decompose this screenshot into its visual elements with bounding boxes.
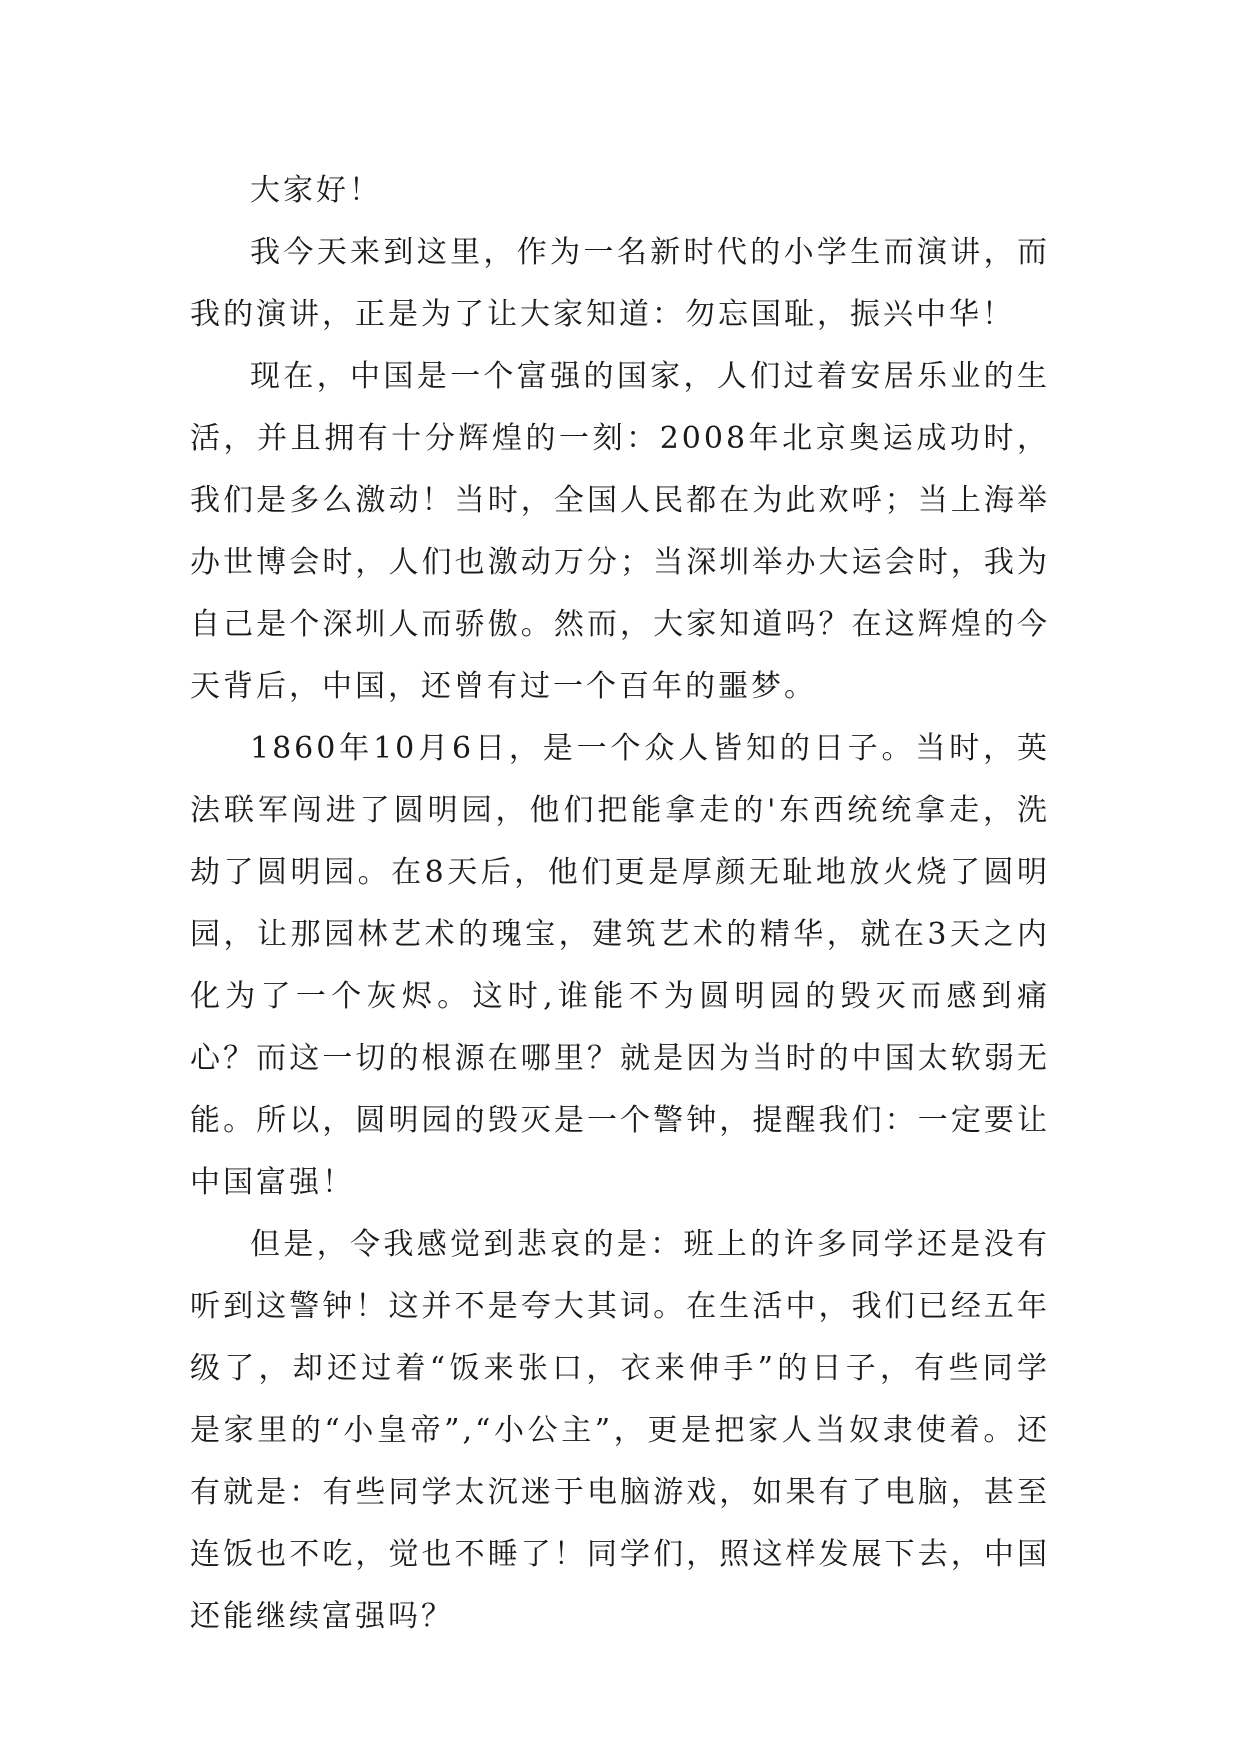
paragraph-intro: 我今天来到这里，作为一名新时代的小学生而演讲，而我的演讲，正是为了让大家知道：勿忘国耻，振兴中华！ (190, 235, 1050, 332)
paragraph-present-china: 现在，中国是一个富强的国家，人们过着安居乐业的生活，并且拥有十分辉煌的一刻：2008年北京奥运成功时，我们是多么激动！当时，全国人民都在为此欢呼；当上海举办世博会时，人们也激动万分；当深圳举办大运会时，我为自己是个深圳人而骄傲。然而，大家知道吗？在这辉煌的今天背后，中国，还曾有过一个百年的噩梦。 (190, 359, 1050, 704)
paragraph-yuanmingyuan: 1860年10月6日，是一个众人皆知的日子。当时，英法联军闯进了圆明园，他们把能拿走的'东西统统拿走，洗劫了圆明园。在8天后，他们更是厚颜无耻地放火烧了圆明园，让那园林艺术的瑰宝，建筑艺术的精华，就在3天之内化为了一个灰烬。这时,谁能不为圆明园的毁灭而感到痛心？而这一切的根源在哪里？就是因为当时的中国太软弱无能。所以，圆明园的毁灭是一个警钟，提醒我们：一定要让中国富强！ (190, 731, 1050, 1200)
paragraph-classmates: 但是，令我感觉到悲哀的是：班上的许多同学还是没有听到这警钟！这并不是夸大其词。在生活中，我们已经五年级了，却还过着“饭来张口，衣来伸手”的日子，有些同学是家里的“小皇帝”,“小公主”，更是把家人当奴隶使着。还有就是：有些同学太沉迷于电脑游戏，如果有了电脑，甚至连饭也不吃，觉也不睡了！同学们，照这样发展下去，中国还能继续富强吗？ (190, 1227, 1050, 1634)
speech-body (190, 160, 1050, 1648)
paragraph-greeting: 大家好！ (250, 173, 382, 208)
